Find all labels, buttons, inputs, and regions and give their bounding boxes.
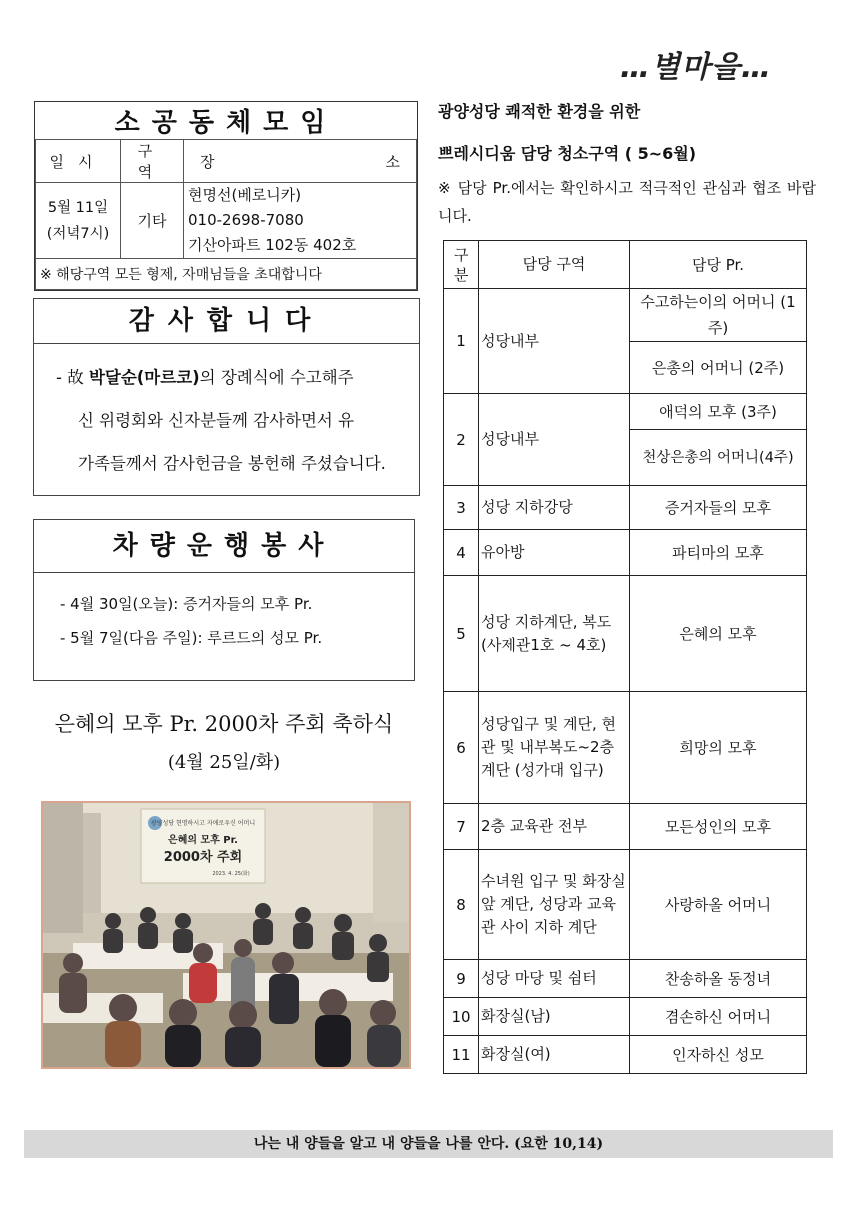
table-row: 5 성당 지하계단, 복도 (사제관1호 ~ 4호) 은혜의 모후 — [444, 576, 807, 692]
table-row: 3 성당 지하강당 증거자들의 모후 — [444, 486, 807, 530]
table-row: 2 성당내부 애덕의 모후 (3주) — [444, 394, 807, 430]
list-item: - 5월 7일(다음 주일): 루르드의 성모 Pr. — [60, 629, 323, 647]
svg-text:은혜의 모후 Pr.: 은혜의 모후 Pr. — [168, 835, 238, 846]
bulletin-brand: …별마을… — [620, 50, 772, 85]
table-row: 9 성당 마당 및 쉼터 찬송하올 동정녀 — [444, 960, 807, 998]
car-service-list — [34, 573, 414, 655]
cleaning-heading-2: 쁘레시디움 담당 청소구역 ( 5~6월) — [438, 144, 697, 163]
table-row: 8 수녀원 입구 및 화장실 앞 계단, 성당과 교육관 사이 지하 계단 사랑하올 어머니 — [444, 850, 807, 960]
celebration-photo-scene — [43, 803, 409, 1067]
table-row: 11 화장실(여) 인자하신 성모 — [444, 1036, 807, 1074]
footer-quote: 나는 내 양들을 알고 내 양들을 나를 안다. (요한 10,14) — [24, 1130, 833, 1158]
meeting-col-zone: 구역 — [121, 140, 184, 183]
deceased-name: 박달순(마르코) — [88, 368, 200, 387]
meeting-footer: ※ 해당구역 모든 형제, 자매님들을 초대합니다 — [36, 259, 417, 290]
cleaning-note: ※ 담당 Pr.에서는 확인하시고 적극적인 관심과 협조 바랍니다. — [438, 179, 816, 225]
col-header-pr: 담당 Pr. — [630, 241, 807, 289]
thanks-title: 감사합니다 — [34, 299, 419, 344]
meeting-zone: 기타 — [121, 183, 184, 259]
svg-text:광양성당 현명하시고 자애로우신 어머니: 광양성당 현명하시고 자애로우신 어머니 — [150, 820, 256, 827]
table-row: 10 화장실(남) 겸손하신 어머니 — [444, 998, 807, 1036]
svg-text:2023. 4. 25(화): 2023. 4. 25(화) — [212, 871, 250, 877]
list-item: - 4월 30일(오늘): 증거자들의 모후 Pr. — [60, 595, 313, 613]
thanks-body: - 故 박달순(마르코)의 장례식에 수고해주 신 위령회와 신자분들께 감사하면서 유 가족들께서 감사헌금을 봉헌해 주셨습니다. — [56, 368, 386, 473]
thanks-box — [33, 298, 420, 496]
celebration-caption — [34, 708, 414, 774]
col-header-area: 담당 구역 — [479, 241, 630, 289]
car-service-box — [33, 519, 415, 681]
car-service-title: 차량운행봉사 — [34, 520, 414, 573]
cleaning-table: 구분 담당 구역 담당 Pr. 1 성당내부 수고하는이의 어머니 (1주) 은총의 어머니 (2주) 2 성당내부 애덕의 모후 (3주) 천상은총의 어머니(4주) 3 성당 지하강당 증거자들의 모후 4 유아방 파티마의 모후 5 성당 지하계단, 복도 (사제관1호 ~ 4호) 은혜의 모후 6 성당입구 및 계단, 현관 및 내부복도~2층계단 (성가대 입구) 희망의 모후 7 2층 교육관 전부 모든성인의 모후 8 수녀원 입구 및 화장실 앞 계단, 성당과 교육관 사이 지하 계단 사랑하올 어머니 9 성당 마당 및 쉼터 찬송하올 동정녀 10 화장실(남) 겸손하신 어머니 11 화장실(여) 인자하신 성모 — [443, 240, 807, 1074]
meeting-title: 소공동체모임 — [36, 102, 417, 140]
meeting-col-place: 장 소 — [184, 140, 417, 183]
celebration-photo — [41, 801, 411, 1069]
table-row: 6 성당입구 및 계단, 현관 및 내부복도~2층계단 (성가대 입구) 희망의 모후 — [444, 692, 807, 804]
meeting-place: 현명선(베로니카) 010-2698-7080 기산아파트 102동 402호 — [184, 183, 417, 259]
cleaning-heading-1: 광양성당 쾌적한 환경을 위한 — [438, 102, 641, 121]
celebration-title: 은혜의 모후 Pr. 2000차 주회 축하식 — [54, 712, 394, 736]
cleaning-intro — [438, 100, 816, 230]
table-row: 1 성당내부 수고하는이의 어머니 (1주) — [444, 289, 807, 342]
table-row: 4 유아방 파티마의 모후 — [444, 530, 807, 576]
celebration-banner — [141, 809, 265, 883]
svg-text:2000차 주회: 2000차 주회 — [163, 850, 243, 865]
meeting-col-date: 일시 — [36, 140, 121, 183]
col-header-num: 구분 — [444, 241, 479, 289]
celebration-date: (4월 25일/화) — [167, 752, 281, 773]
meeting-box — [34, 101, 418, 291]
table-row: 7 2층 교육관 전부 모든성인의 모후 — [444, 804, 807, 850]
meeting-date: 5월 11일 (저녁7시) — [36, 183, 121, 259]
